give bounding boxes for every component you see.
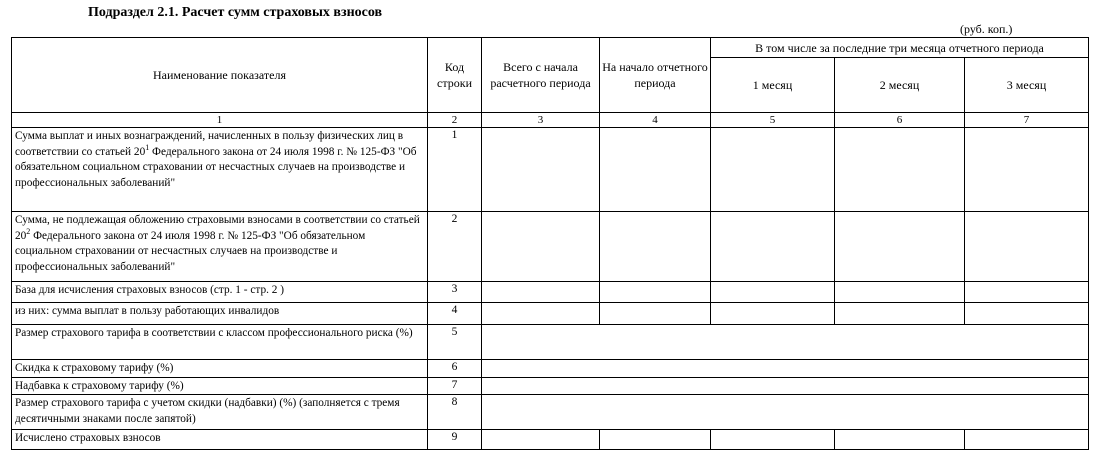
column-number: 3 bbox=[482, 113, 600, 128]
row-label: Размер страхового тарифа с учетом скидки (надбавки) (%) (заполняется с тремя десятичными знаками после запятой) bbox=[12, 395, 428, 430]
header-month-1: 1 месяц bbox=[711, 58, 835, 113]
column-number: 1 bbox=[12, 113, 428, 128]
value-rate[interactable] bbox=[482, 325, 1089, 360]
row-code: 1 bbox=[428, 128, 482, 212]
table-row bbox=[12, 212, 1089, 282]
page-title: Подраздел 2.1. Расчет сумм страховых взносов bbox=[88, 5, 383, 20]
value-month-3[interactable] bbox=[965, 303, 1089, 325]
row-code: 4 bbox=[428, 303, 482, 325]
value-month-2[interactable] bbox=[835, 303, 965, 325]
row-label: База для исчисления страховых взносов (стр. 1 - стр. 2 ) bbox=[12, 282, 428, 303]
value-month-3[interactable] bbox=[965, 212, 1089, 282]
contributions-table bbox=[11, 37, 1089, 450]
units-note: (руб. коп.) bbox=[960, 22, 1013, 36]
value-total[interactable] bbox=[482, 282, 600, 303]
row-label: Сумма, не подлежащая обложению страховыми взносами в соответствии со статьей $20^2$ Федерального закона от 24 июля 1998 г. № 125-ФЗ "Об обязательном социальном страховании от несчастных случаев на производстве и профессиональных заболеваний" bbox=[12, 212, 428, 282]
value-month-1[interactable] bbox=[711, 128, 835, 212]
header-last-three-months: В том числе за последние три месяца отчетного периода bbox=[711, 38, 1089, 58]
column-number: 2 bbox=[428, 113, 482, 128]
header-month-2: 2 месяц bbox=[835, 58, 965, 113]
value-total[interactable] bbox=[482, 303, 600, 325]
value-month-2[interactable] bbox=[835, 212, 965, 282]
row-label: Сумма выплат и иных вознаграждений, начисленных в пользу физических лиц в соответствии со статьей $20^1$ Федерального закона от 24 июля 1998 г. № 125-ФЗ "Об обязательном социальном страховании от несчастных случаев на производстве и профессиональных заболеваний" bbox=[12, 128, 428, 212]
value-period-start[interactable] bbox=[600, 128, 711, 212]
row-label: Размер страхового тарифа в соответствии с классом профессионального риска (%) bbox=[12, 325, 428, 360]
row-code: 5 bbox=[428, 325, 482, 360]
table-row bbox=[12, 303, 1089, 325]
value-total[interactable] bbox=[482, 212, 600, 282]
value-month-3[interactable] bbox=[965, 128, 1089, 212]
row-label: Исчислено страховых взносов bbox=[12, 430, 428, 450]
value-total[interactable] bbox=[482, 128, 600, 212]
value-total[interactable] bbox=[482, 430, 600, 450]
value-month-1[interactable] bbox=[711, 430, 835, 450]
row-code: 2 bbox=[428, 212, 482, 282]
value-adjusted-rate[interactable] bbox=[482, 395, 1089, 430]
value-discount[interactable] bbox=[482, 360, 1089, 378]
table-row bbox=[12, 430, 1089, 450]
value-period-start[interactable] bbox=[600, 282, 711, 303]
row-label: Надбавка к страховому тарифу (%) bbox=[12, 377, 428, 395]
row-code: 3 bbox=[428, 282, 482, 303]
column-number: 6 bbox=[835, 113, 965, 128]
value-month-1[interactable] bbox=[711, 303, 835, 325]
table-row bbox=[12, 282, 1089, 303]
header-total: Всего с начала расчетного периода bbox=[482, 38, 600, 113]
value-surcharge[interactable] bbox=[482, 377, 1089, 395]
value-month-2[interactable] bbox=[835, 430, 965, 450]
row-code: 8 bbox=[428, 395, 482, 430]
value-period-start[interactable] bbox=[600, 212, 711, 282]
header-period-start: На начало отчетного периода bbox=[600, 38, 711, 113]
value-month-3[interactable] bbox=[965, 282, 1089, 303]
value-period-start[interactable] bbox=[600, 430, 711, 450]
row-code: 6 bbox=[428, 360, 482, 378]
header-code: Код строки bbox=[428, 38, 482, 113]
row-code: 7 bbox=[428, 377, 482, 395]
table-row bbox=[12, 377, 1089, 395]
value-period-start[interactable] bbox=[600, 303, 711, 325]
value-month-1[interactable] bbox=[711, 282, 835, 303]
value-month-2[interactable] bbox=[835, 128, 965, 212]
table-row bbox=[12, 360, 1089, 378]
header-name: Наименование показателя bbox=[12, 38, 428, 113]
column-number: 5 bbox=[711, 113, 835, 128]
row-label: из них: сумма выплат в пользу работающих инвалидов bbox=[12, 303, 428, 325]
value-month-3[interactable] bbox=[965, 430, 1089, 450]
table-row bbox=[12, 395, 1089, 430]
row-label: Скидка к страховому тарифу (%) bbox=[12, 360, 428, 378]
column-number: 4 bbox=[600, 113, 711, 128]
table-row bbox=[12, 325, 1089, 360]
column-number: 7 bbox=[965, 113, 1089, 128]
value-month-2[interactable] bbox=[835, 282, 965, 303]
table-row bbox=[12, 128, 1089, 212]
header-month-3: 3 месяц bbox=[965, 58, 1089, 113]
value-month-1[interactable] bbox=[711, 212, 835, 282]
row-code: 9 bbox=[428, 430, 482, 450]
